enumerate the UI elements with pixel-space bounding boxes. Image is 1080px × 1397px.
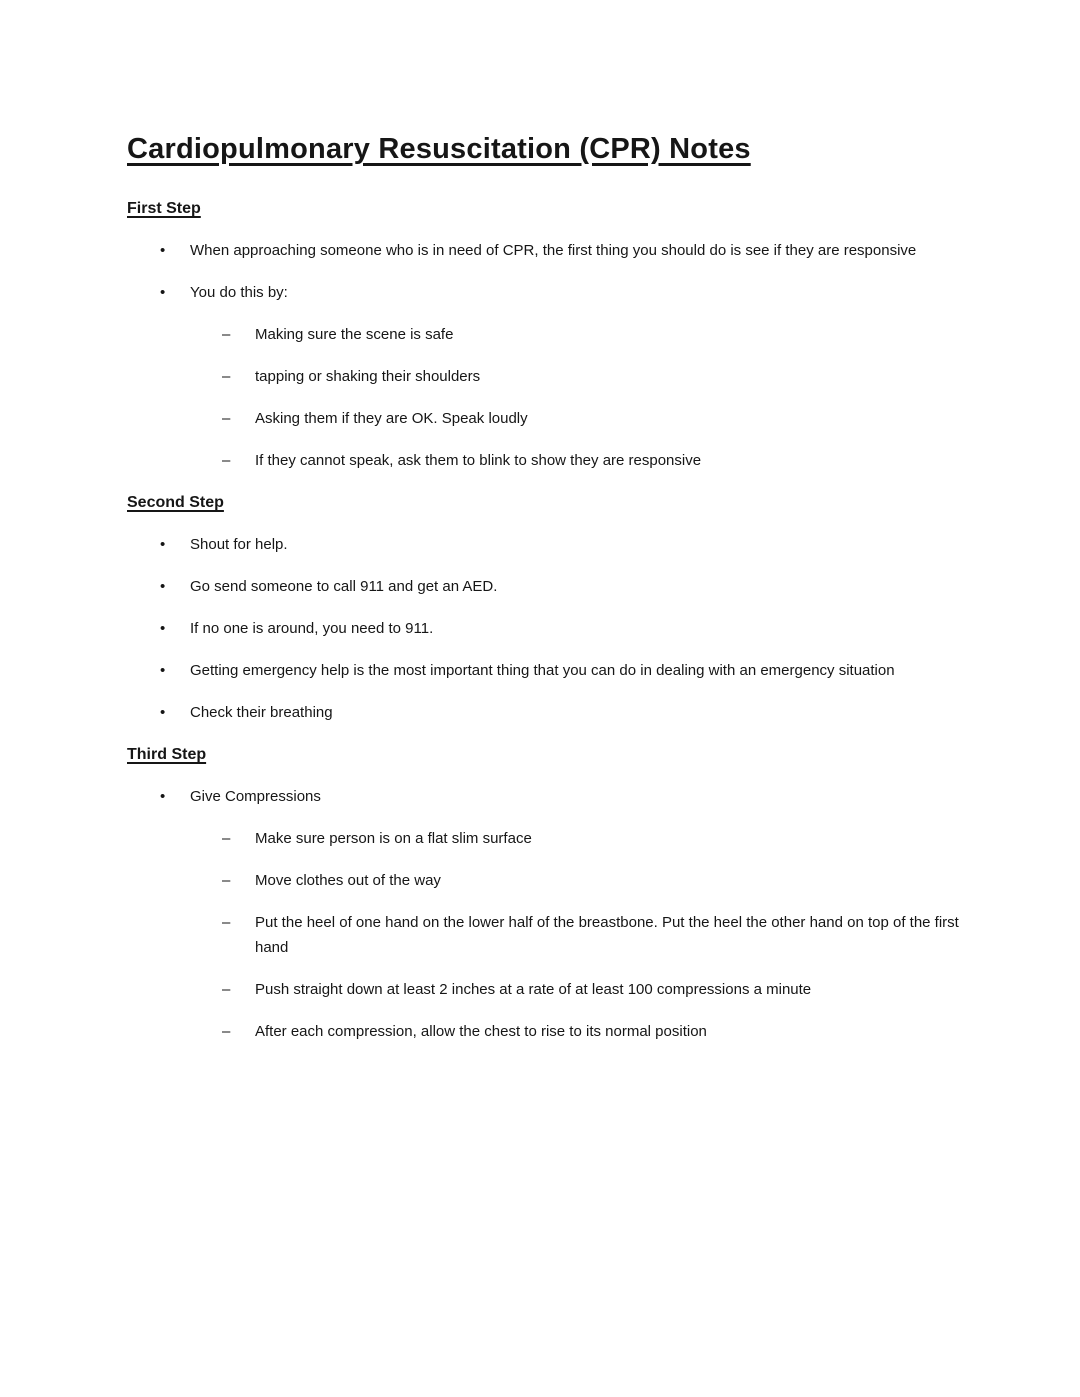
list-item-text: When approaching someone who is in need of CPR, the first thing you should do is see if they are responsive (190, 242, 917, 259)
list-item (127, 532, 960, 557)
list-item (127, 826, 960, 851)
list-item (127, 700, 960, 725)
bullet-marker: • (160, 620, 166, 637)
list-item-text: If no one is around, you need to 911. (190, 620, 434, 637)
section-heading-second-step: Second Step (127, 494, 224, 511)
dash-marker: – (222, 452, 231, 469)
section-heading-third-step: Third Step (127, 746, 207, 763)
list-item-text: tapping or shaking their shoulders (255, 368, 481, 385)
bullet-marker: • (160, 284, 166, 301)
list-item-text: Put the heel of one hand on the lower half of the breastbone. Put the heel the other hand on top of the first hand (255, 914, 959, 956)
list-item (127, 574, 960, 599)
section-heading-first-step: First Step (127, 200, 201, 217)
bullet-marker: • (160, 242, 166, 259)
list-item (127, 364, 960, 389)
list-item-text: Move clothes out of the way (255, 872, 441, 889)
list-item (127, 910, 960, 960)
dash-marker: – (222, 830, 231, 847)
list-item (127, 406, 960, 431)
list-item (127, 658, 960, 683)
list-item (127, 868, 960, 893)
list-item-text: Push straight down at least 2 inches at a rate of at least 100 compressions a minute (255, 981, 812, 998)
list-item-text: Make sure person is on a flat slim surface (255, 830, 532, 847)
list-item (127, 280, 960, 305)
dash-marker: – (222, 410, 231, 427)
list-item (127, 977, 960, 1002)
dash-marker: – (222, 1023, 231, 1040)
list-item (127, 448, 960, 473)
list-item (127, 1019, 960, 1044)
list-item (127, 616, 960, 641)
list-item-text: Go send someone to call 911 and get an AED. (190, 578, 498, 595)
bullet-marker: • (160, 536, 166, 553)
dash-marker: – (222, 326, 231, 343)
list-item-text: Making sure the scene is safe (255, 326, 454, 343)
list-item-text: If they cannot speak, ask them to blink to show they are responsive (255, 452, 702, 469)
dash-marker: – (222, 872, 231, 889)
dash-marker: – (222, 981, 231, 998)
list-item (127, 322, 960, 347)
bullet-marker: • (160, 704, 166, 721)
list-item-text: Give Compressions (190, 788, 321, 805)
bullet-marker: • (160, 578, 166, 595)
list-item-text: After each compression, allow the chest to rise to its normal position (255, 1023, 707, 1040)
bullet-marker: • (160, 662, 166, 679)
list-item-text: Getting emergency help is the most important thing that you can do in dealing with an emergency situation (190, 662, 895, 679)
dash-marker: – (222, 368, 231, 385)
list-item (127, 238, 960, 263)
list-item-text: Shout for help. (190, 536, 288, 553)
list-item-text: Check their breathing (190, 704, 333, 721)
list-item-text: Asking them if they are OK. Speak loudly (255, 410, 528, 427)
list-item (127, 784, 960, 809)
list-item-text: You do this by: (190, 284, 288, 301)
page-title: Cardiopulmonary Resuscitation (CPR) Notes (127, 133, 751, 165)
bullet-marker: • (160, 788, 166, 805)
dash-marker: – (222, 914, 231, 931)
